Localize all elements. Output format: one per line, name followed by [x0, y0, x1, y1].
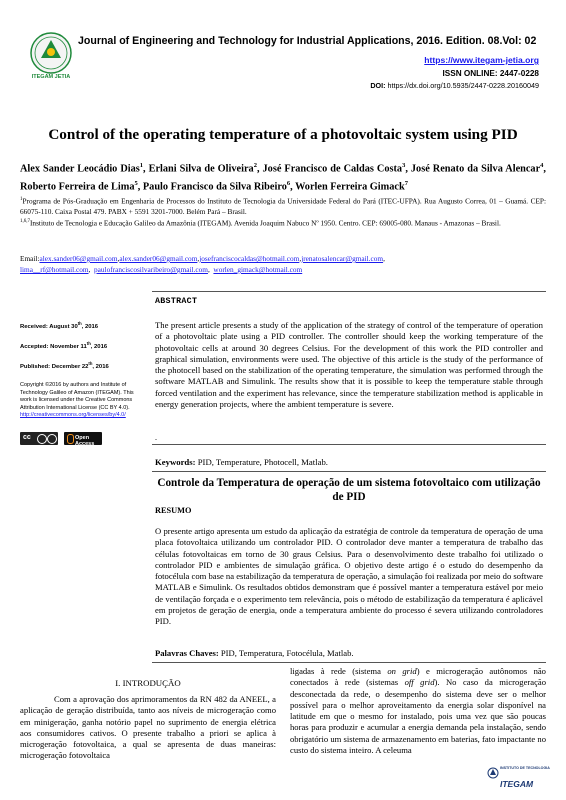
resumo-text: O presente artigo apresenta um estudo da aplicação da estratégia de controle da temperatura de operação de uma placa fotovoltaica utilizando um controlador PID. O controlador deve manter a temperatura de trabalho das células fotovoltaicas em torno de 30 graus Celsius. Para o desenvolvimento deste trabalho foi utilizado o controlador PID e ambientes de simulação gráfica. O objetivo deste artigo é o estudo do desempenho da fotocélula com base na estabilização da temperatura de operação, a simulação foi realizada por meio do software MATLAB e Simulink. Os resultados obtidos demonstram que é possível manter a temperatura estável por meio de ventilação forçada e o experimento tem relevância, pois o método de estabilização da temperatura é aplicável em projetos de geração de energia, onde a temperatura ambiente do processo é severa utilizando controladores PID.: [155, 526, 543, 627]
published-date: Published: December 22th, 2016: [20, 361, 109, 370]
resumo-heading: RESUMO: [155, 506, 192, 515]
author-sup: 1: [139, 162, 144, 169]
author-name: Alex Sander Leocádio Dias: [20, 163, 140, 175]
abstract-trailing-dot: .: [155, 433, 157, 442]
body-column-right: ligadas à rede (sistema on grid) e microgeração autônomos não conectados à rede (sistemas off grid). No caso da microgeração desconectada da rede, o desempenho do sistema deve ser o melhor possível para o melhor aproveitamento da energia solar disponível na latitude em que o mesmo for instalado, pois uma vez que são poucas horas para produzir e acumular a energia demanda pela instalação, sendo obrigatório um sistema de armazenamento em baterias, fato impactante no custo do sistema inteiro. A celeuma: [290, 666, 547, 756]
portuguese-title: Controle da Temperatura de operação de um sistema fotovoltaico com utilização de PID: [157, 477, 541, 503]
author-name: José Francisco de Caldas Costa: [262, 163, 403, 175]
keywords-text: PID, Temperature, Photocell, Matlab.: [195, 457, 328, 467]
doi-label: DOI:: [370, 81, 386, 90]
divider: [152, 471, 546, 472]
affiliation: [20, 217, 546, 229]
journal-title: Journal of Engineering and Technology for Industrial Applications, 2016. Edition. 08.Vol: 02: [78, 35, 537, 47]
email-link[interactable]: alex.sander06@gmail.com: [39, 254, 118, 263]
email-list: Email:alex.sander06@gmail.com,alex.sander06@gmail.com,josefranciscocaldas@hotmail.com,jrenatosalencar@gmail.com, lima__rf@hotmail.com, paulofranciscosilvaribeiro@gmail.com, worlen_gimack@hotmail.com: [20, 254, 385, 274]
license-link[interactable]: http://creativecommons.org/licenses/by/4.0/: [20, 412, 126, 419]
doi-value[interactable]: https://dx.doi.org/10.5935/2447-0228.20160049: [387, 81, 539, 90]
author-name: Paulo Francisco da Silva Ribeiro: [142, 181, 287, 193]
palavras-label: Palavras Chaves:: [155, 648, 219, 658]
copyright-notice: [20, 382, 144, 420]
author-sup: 4: [540, 162, 544, 169]
email-label: Email:: [20, 254, 40, 263]
abstract-text: The present article presents a study of the application of the strategy of control of the temperature of operation of a photovoltaic plate using a PID controller. The controller should keep the working temperature of the photovoltaic cells at around 30 degrees Celsius. For the development of this work the PID controller and graphical simulation, environments were used. The objective of this article is the study of the performance of the photocell based on the stabilization of the operating temperature, the simulation was performed through the software MATLAB and Simulink. The results show that it is possible to keep the temperature stable through forced ventilation and the experiment has relevance, since the temperature stabilization method is applicable in energy generation projects, where the ambient temperature is severe.: [155, 320, 543, 410]
email-link[interactable]: alex.sander06@gmail.com: [119, 254, 198, 263]
author-name: Roberto Ferreira de Lima: [20, 181, 135, 193]
author-sup: 7: [404, 179, 408, 187]
affiliation-sup: 1: [20, 197, 23, 202]
author-name: Erlani Silva de Oliveira: [148, 163, 254, 175]
divider: [152, 662, 546, 663]
email-link[interactable]: lima__rf@hotmail.com: [20, 265, 89, 274]
author-sup: 3: [402, 162, 406, 169]
email-link[interactable]: paulofranciscosilvaribeiro@gmail.com: [94, 265, 208, 274]
received-date: Received: August 30th, 2016: [20, 321, 99, 330]
keywords: [155, 457, 543, 467]
doi: [370, 81, 539, 90]
cc-person-icon: [47, 434, 57, 444]
affiliation-text: Instituto de Tecnologia e Educação Galileo da Amazônia (ITEGAM). Avenida Joaquim Nabuco Nº 1950. Centro. CEP: 69005-080. Manaus - Amazonas – Brasil.: [30, 218, 501, 228]
palavras-text: PID, Temperatura, Fotocélula, Matlab.: [218, 648, 354, 658]
email-link[interactable]: josefranciscocaldas@hotmail.com: [199, 254, 300, 263]
open-access-badge[interactable]: [64, 432, 102, 445]
abstract-heading: ABSTRACT: [155, 297, 198, 306]
footer-brand: ITEGAM: [500, 779, 534, 789]
author-sup: 5: [134, 179, 138, 187]
palavras-chaves: [155, 648, 543, 658]
body-column-left: Com a aprovação dos aprimoramentos da RN 482 da ANEEL, a aplicação de geração distribuída, tanto aos níveis de microgeração como em minigeração, ganha notório papel no suprimento de energia elétrica aos consumidores cativos. O presente trabalho a priori se aplica à microgeração fotovoltaica, a qual se apresenta de duas maneiras: microgeração fotovoltaica: [20, 694, 276, 761]
cc-badge-label: cc: [23, 434, 31, 441]
cc-by-icon: [37, 434, 47, 444]
copyright-text: Copyright ©2016 by authors and Institute of Technology Galileo of Amazon (ITEGAM). This work is licensed under the Creative Commons Attribution International License (CC BY 4.0).: [20, 382, 134, 411]
affiliation-sup: 1,6,7: [20, 219, 30, 224]
author-sup: 6: [286, 179, 291, 187]
keywords-label: Keywords:: [155, 457, 196, 467]
paper-title: Control of the operating temperature of a photovoltaic system using PID: [48, 126, 518, 143]
logo-caption: ITEGAM JETIA: [31, 74, 71, 80]
footer-institute: INSTITUTO DE TECNOLOGIA: [500, 766, 550, 770]
accepted-date: Accepted: November 11th, 2016: [20, 341, 108, 350]
author-name: José Renato da Silva Alencar: [410, 163, 541, 175]
email-link[interactable]: jrenatosalencar@gmail.com: [301, 254, 384, 263]
journal-url-link[interactable]: https://www.itegam-jetia.org: [424, 55, 539, 65]
author-sup: 2: [253, 162, 257, 169]
email-link[interactable]: worlen_gimack@hotmail.com: [213, 265, 303, 274]
author-list: Alex Sander Leocádio Dias$^1$, Erlani Silva de Oliveira$^2$, José Francisco de Caldas Costa$^3$, José Renato da Silva Alencar$^4$, Roberto Ferreira de Lima$^5$, Paulo Francisco da Silva Ribeiro$^6$, Worlen Ferreira Gimack$^7$: [20, 162, 546, 193]
section-heading: I. INTRODUÇÃO: [115, 678, 181, 688]
open-lock-icon: [67, 434, 74, 444]
affiliation-text: Programa de Pós-Graduação em Engenharia de Processos do Instituto de Tecnologia da Universidade Federal do Pará (ITEC-UFPA). Rua Augusto Correa, 01 – Guamá. CEP: 66075-110. Caixa Postal 479. PABX + 5591 3201-7000. Belém Pará – Brasil.: [20, 196, 546, 216]
issn: ISSN ONLINE: 2447-0228: [442, 69, 539, 78]
affiliation: [20, 195, 546, 217]
author-name: Worlen Ferreira Gimack: [295, 181, 405, 193]
open-access-label: Open Access: [75, 435, 95, 447]
cc-license-badge[interactable]: [20, 432, 58, 445]
